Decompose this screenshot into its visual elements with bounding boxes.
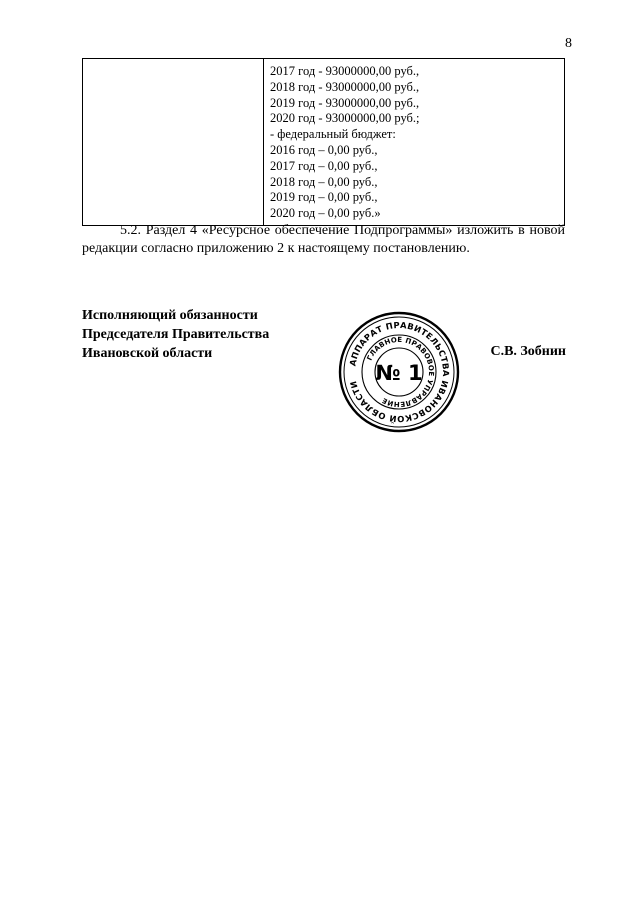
page-number: 8 [565, 36, 572, 51]
budget-line: 2019 год – 0,00 руб., [270, 190, 378, 205]
seal-center-text: № 1 [375, 361, 423, 385]
signatory-title-line: Исполняющий обязанности [82, 308, 258, 323]
budget-line: 2018 год – 0,00 руб., [270, 174, 378, 189]
table-cell-right [264, 59, 565, 226]
section-paragraph-text: 5.2. Раздел 4 «Ресурсное обеспечение Подпрограммы» изложить в новой редакции согласно приложению 2 к настоящему постановлению. [82, 223, 565, 256]
budget-line: 2019 год - 93000000,00 руб., [270, 95, 420, 110]
budget-line: 2020 год - 93000000,00 руб.; [270, 111, 420, 126]
table-row [83, 59, 565, 226]
budget-line: - федеральный бюджет: [270, 127, 396, 142]
signatory-title-line: Председателя Правительства [82, 327, 270, 342]
signatory-title [82, 306, 269, 363]
budget-line: 2017 год – 0,00 руб., [270, 158, 378, 173]
signer-name: С.В. Зобнин [490, 344, 566, 359]
budget-line: 2020 год – 0,00 руб.» [270, 206, 381, 221]
official-seal-stamp [337, 310, 461, 434]
budget-line: 2016 год – 0,00 руб., [270, 142, 378, 157]
signatory-title-line: Ивановской области [82, 346, 213, 361]
budget-line: 2018 год - 93000000,00 руб., [270, 79, 420, 94]
section-paragraph [82, 222, 565, 258]
seal-inner-text: ГЛАВНОЕ ПРАВОВОЕ УПРАВЛЕНИЕ [365, 335, 436, 409]
budget-line: 2017 год - 93000000,00 руб., [270, 64, 420, 78]
budget-table [82, 58, 565, 226]
table-cell-left [83, 59, 264, 226]
seal-outer-text: АППАРАТ ПРАВИТЕЛЬСТВА ИВАНОВСКОЙ ОБЛАСТИ [347, 319, 452, 425]
